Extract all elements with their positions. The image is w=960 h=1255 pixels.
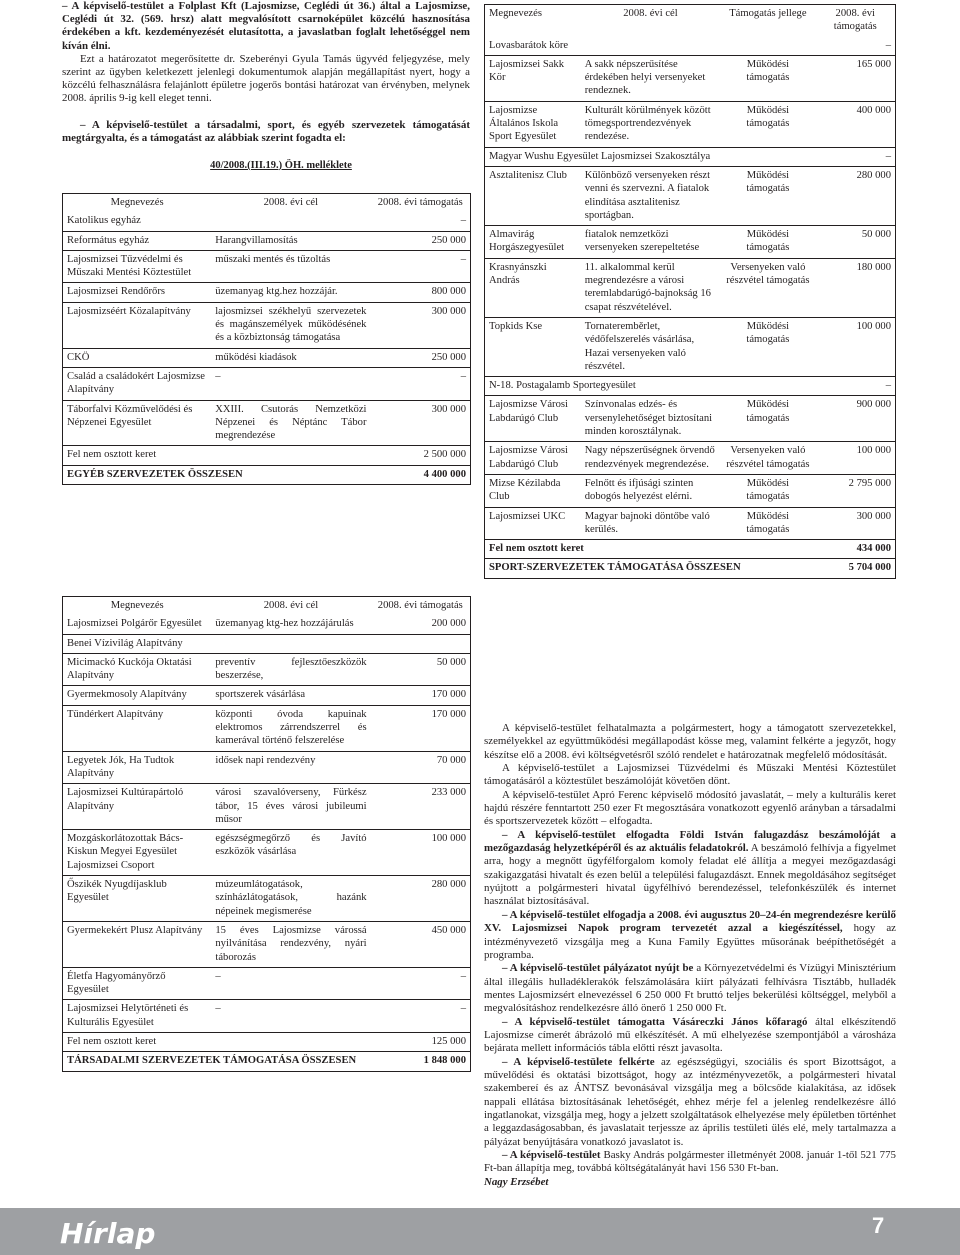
total-row <box>485 559 895 578</box>
annex-title: 40/2008.(III.19.) ÖH. melléklete <box>210 159 352 171</box>
org-name: Lajosmizsei Rendőrőrs <box>63 283 211 302</box>
other-organizations-table <box>62 193 471 485</box>
org-amount: – <box>370 212 470 231</box>
unallocated-label: Fel nem osztott keret <box>485 540 816 559</box>
table-row <box>485 317 895 376</box>
org-goal <box>211 446 370 465</box>
org-amount: 250 000 <box>370 348 470 367</box>
org-goal: – <box>211 967 370 1000</box>
resolution-6-body: a Környezetvédelmi és Vízügyi Minisztérium által illegális hulladéklerakók felszámolására kiírt pályázati felhívásra Tisztább, hulladék mentes Lajosmizsért elnevezéssel 6 250 000 Ft bruttó teljes bekerülési költséggel, melyből a megvalósításhoz rendelkezésre álló önerő 1 250 000 Ft. <box>484 962 896 1015</box>
org-name: Református egyház <box>63 231 211 250</box>
org-amount: 280 000 <box>816 166 895 225</box>
org-name: Asztalitenisz Club <box>485 166 581 225</box>
resolution-paragraph-2: A képviselő-testület a Lajosmizsei Tűzvédelmi és Műszaki Mentési Köztestület támogatásáról a köztestület beszámolóját követően dönt. <box>484 762 896 788</box>
org-name: Fel nem osztott keret <box>63 1033 211 1052</box>
unallocated-value: 434 000 <box>816 540 895 559</box>
total-row <box>63 465 470 484</box>
group-row <box>485 147 895 166</box>
org-name: Lajosmizsei Helytörténeti és Kulturális Egyesület <box>63 1000 211 1033</box>
org-goal: műszaki mentés és tűzoltás <box>211 250 370 283</box>
support-kind: Működési támogatás <box>720 396 815 442</box>
org-name: Lajosmizsei UKC <box>485 507 581 540</box>
org-name: Micimackó Kuckója Oktatási Alapítvány <box>63 653 211 686</box>
table-row <box>63 302 470 348</box>
support-kind: Működési támogatás <box>720 226 815 259</box>
resolution-4-body: A beszámoló felhívja a figyelmet arra, hogy a megnőtt ügyfélforgalom komoly feladat elé állítja a megyei mezőgazdasági szakigazgatási hivatalt és ezen belül a települési falugazdászt. Ennek megoldásához segítséget nyújtott a polgármesteri hivatal ügyfélhívó berendezéssel, telefonkészülék és internet használat biztosításával. <box>484 842 896 908</box>
org-goal: központi óvoda kapuinak elektromos zárrendszerrel és kamerával történő felszerelése <box>211 705 370 751</box>
t2-header-amount: 2008. évi támogatás <box>377 600 463 611</box>
org-goal: – <box>211 1000 370 1033</box>
org-goal: üzemanyag ktg.hez hozzájár. <box>211 283 370 302</box>
resolution-4-lead: – A képviselő-testület elfogadta Földi István falugazdász beszámolóját a mezőgazdaság helyzetképéről és az aktuális feladatokról. <box>484 828 896 855</box>
org-goal: A sakk népszerűsítése érdekében helyi versenyeket rendeznek. <box>581 55 720 101</box>
org-amount: 300 000 <box>816 507 895 540</box>
org-name: Legyetek Jók, Ha Tudtok Alapítvány <box>63 751 211 784</box>
org-amount: 900 000 <box>816 396 895 442</box>
support-kind: Működési támogatás <box>720 166 815 225</box>
org-name: Család a családokért Lajosmizse Alapítvány <box>63 367 211 400</box>
resolution-9-body: Basky András polgármester illetményét 2008. január 1-től 521 775 Ft-ban állapítja meg, továbbá költségátalányát havi 156 530 Ft-ban. <box>484 1149 896 1175</box>
resolution-6-lead: – A képviselő-testület pályázatot nyújt be <box>502 962 694 975</box>
org-name: Benei Vízivilág Alapítvány <box>63 634 211 653</box>
table-row <box>63 784 470 830</box>
org-amount: 100 000 <box>816 317 895 376</box>
org-goal: Felnőtt és ifjúsági szinten dobogós helyezést elérni. <box>581 474 720 507</box>
t3-header-kind: Támogatás jellege <box>729 8 807 19</box>
org-amount: – <box>371 1000 470 1033</box>
table-row <box>485 507 895 540</box>
org-goal: XXIII. Csutorás Nemzetközi Népzenei és Néptánc Tábor megrendezése <box>211 400 370 446</box>
table-row <box>485 474 895 507</box>
signature: Nagy Erzsébet <box>484 1175 549 1188</box>
org-amount: 400 000 <box>816 101 895 147</box>
org-name: Lajosmizse Általános Iskola Sport Egyesület <box>485 101 581 147</box>
support-kind: Működési támogatás <box>720 101 815 147</box>
total-label: SPORT-SZERVEZETEK TÁMOGATÁSA ÖSSZESEN <box>489 562 741 574</box>
resolution-paragraph-7 <box>484 1016 896 1056</box>
resolution-paragraph-3: A képviselő-testület Apró Ferenc képviselő módosító javaslatát, – mely a kulturális keret hajdú részére fenntartott 250 ezer Ft megosztására vonatkozott egyenlő arányban a társadalmi és sportszervezetek között – elfogadta. <box>484 788 896 828</box>
table-row <box>63 212 470 231</box>
intro-paragraph-1: – A képviselő-testület a Folplast Kft (Lajosmizse, Ceglédi út 36.) által a Lajosmizse, Ceglédi út 32. (569. hrsz) alatt megvalósított csarnoképület közcélú hasznosítása érdekében a kft. kezdeményezését elutasította, a javaslatban foglalt lehetőséggel nem kíván élni. <box>62 0 470 52</box>
org-goal <box>211 212 370 231</box>
org-name: CKÖ <box>63 348 211 367</box>
org-name: Őszikék Nyugdíjasklub Egyesület <box>63 876 211 922</box>
total-value: 4 400 000 <box>423 468 466 480</box>
org-goal: sportszerek vásárlása <box>211 686 370 705</box>
org-name: Gyermekekért Plusz Alapítvány <box>63 921 211 967</box>
org-goal: működési kiadások <box>211 348 370 367</box>
org-amount: 165 000 <box>816 55 895 101</box>
org-goal: 11. alkalommal kerül megrendezésre a városi teremlabdarúgó-bajnokság 16 csapat részvételével. <box>581 258 720 317</box>
org-amount: 280 000 <box>371 876 470 922</box>
table-row <box>63 967 470 1000</box>
left-column <box>62 0 470 1067</box>
t1-header-name: Megnevezés <box>110 197 164 208</box>
org-name: Tündérkert Alapítvány <box>63 705 211 751</box>
resolution-9-lead: – A képviselő-testület <box>502 1149 601 1161</box>
table-row <box>63 686 470 705</box>
org-goal: Tornateremběrlet, védőfelszerelés vásárlása, Hazai versenyeken való részvétel. <box>581 317 720 376</box>
org-name: Topkids Kse <box>485 317 581 376</box>
org-amount: – <box>816 37 895 56</box>
org-goal: lajosmizsei székhelyű szervezetek és magánszemélyek működésének és a közbiztonság támogatása <box>211 302 370 348</box>
t3-header-name: Megnevezés <box>489 8 542 19</box>
org-amount: 300 000 <box>370 400 470 446</box>
org-amount: 800 000 <box>370 283 470 302</box>
t2-header-goal: 2008. évi cél <box>263 600 319 611</box>
page-number: 7 <box>872 1213 885 1238</box>
table-row <box>63 1000 470 1033</box>
org-amount: 50 000 <box>816 226 895 259</box>
table-row <box>63 283 470 302</box>
resolution-5-lead: – A képviselő-testület elfogadja a 2008. évi augusztus 20–24-én megrendezésre kerülő XV. Lajosmizsei Napok program tervezetét azzal a kiegészítéssel, <box>484 908 896 935</box>
table-row <box>63 615 470 634</box>
org-goal: városi szavalóverseny, Fürkész tábor, 15 éves városi jubileumi műsor <box>211 784 370 830</box>
org-goal: idősek napi rendezvény <box>211 751 370 784</box>
group-row <box>485 377 895 396</box>
org-goal: – <box>211 367 370 400</box>
org-amount: – <box>371 967 470 1000</box>
org-amount: 450 000 <box>371 921 470 967</box>
org-name: Krasnyánszki András <box>485 258 581 317</box>
org-name: Lajosmizséért Közalapítvány <box>63 302 211 348</box>
table-row <box>63 1033 470 1052</box>
org-goal: fiatalok nemzetközi versenyeken szerepeltetése <box>581 226 720 259</box>
table-row <box>485 226 895 259</box>
org-amount: – <box>370 250 470 283</box>
org-amount: 180 000 <box>816 258 895 317</box>
resolution-paragraph-5 <box>484 909 896 962</box>
table-row <box>63 367 470 400</box>
hirlap-logo <box>56 1214 176 1250</box>
table-row <box>63 634 470 653</box>
intro-section <box>62 0 470 106</box>
org-amount: 170 000 <box>371 686 470 705</box>
resolution-7-lead: – A képviselő-testület támogatta Vásáreczki János kőfaragó <box>502 1015 808 1028</box>
table-row <box>485 396 895 442</box>
org-name: Lajosmizsei Polgárőr Egyesület <box>63 615 211 634</box>
org-goal: Színvonalas edzés- és versenylehetőséget biztosítani minden korosztálynak. <box>581 396 720 442</box>
total-value: 5 704 000 <box>848 562 891 574</box>
table-row <box>63 876 470 922</box>
org-goal: egészségmegőrző és Javító eszközök vásárlása <box>211 830 370 876</box>
resolution-5-body: hogy az intézményvezető vizsgálja meg a Kuna Family Együttes műsorának beépíthetőségét a programba. <box>484 922 896 961</box>
org-amount <box>371 634 470 653</box>
support-kind: Működési támogatás <box>720 317 815 376</box>
table-row <box>485 442 895 475</box>
sport-organizations-table <box>484 4 896 579</box>
support-kind: Működési támogatás <box>720 474 815 507</box>
org-goal <box>211 634 370 653</box>
resolution-paragraph-1: A képviselő-testület felhatalmazta a polgármestert, hogy a támogatott szervezetekkel, személyekkel az együttműködési megállapodást kösse meg, valamint felkérte a jegyzőt, hogy készítse elő a 2008. évi költségvetésről szóló rendelet e határozatnak megfelelő módosítását. <box>484 722 896 761</box>
org-name: Lovasbarátok köre <box>485 37 816 56</box>
org-name: Táborfalvi Közművelődési és Népzenei Egyesület <box>63 400 211 446</box>
table-row <box>63 751 470 784</box>
org-amount: – <box>816 147 895 166</box>
org-goal: preventív fejlesztőeszközök beszerzése, <box>211 653 370 686</box>
org-name: Lajosmizsei Tűzvédelmi és Műszaki Mentési Köztestület <box>63 250 211 283</box>
table-row <box>63 830 470 876</box>
org-amount: 170 000 <box>371 705 470 751</box>
org-name: Katolikus egyház <box>63 212 211 231</box>
org-goal: múzeumlátogatások, színházlátogatások, hazánk népeinek megismerése <box>211 876 370 922</box>
org-amount: 2 500 000 <box>370 446 470 465</box>
table-row <box>63 446 470 465</box>
unallocated-row <box>485 540 895 559</box>
org-amount: 2 795 000 <box>816 474 895 507</box>
org-amount: 200 000 <box>371 615 470 634</box>
org-amount: 233 000 <box>371 784 470 830</box>
org-name: Lajosmizsei Kultúrapártoló Alapítvány <box>63 784 211 830</box>
org-name: Lajosmizse Városi Labdarúgó Club <box>485 396 581 442</box>
support-kind: Működési támogatás <box>720 507 815 540</box>
org-amount: 70 000 <box>371 751 470 784</box>
t1-header-goal: 2008. évi cél <box>263 197 319 208</box>
total-value: 1 848 000 <box>423 1055 466 1067</box>
support-kind: Működési támogatás <box>720 55 815 101</box>
org-goal: Nagy népszerűségnek örvendő rendezvények megrendezése. <box>581 442 720 475</box>
table-row <box>63 705 470 751</box>
resolution-8-body: az egészségügyi, szociális és sport Bizottságot, a művelődési és oktatási bizottságot, hogy az intézményvezetők, a polgármesteri hivatal szakembereí és az ÁNTSZ bevonásával vizsgálja meg a bölcsőde kialakítása, az idősek nappali ellátása biztosításának lehetőségét, ehhez mérje fel a jelenleg rendelkezésre álló ingatlanokat, vizsgálja meg, hogy a jelzett szolgáltatások elhelyezése mely épületben történhet a leggazdaságosabban, és javaslatait terjessze az április testületi ülés elé, mely tartalmazza a pályázat benyújtására vonatkozó javaslatot is. <box>484 1055 896 1148</box>
org-name: Életfa Hagyományőrző Egyesület <box>63 967 211 1000</box>
org-name: Lajosmizse Városi Labdarúgó Club <box>485 442 581 475</box>
resolution-paragraph-4 <box>484 829 896 909</box>
org-name: Magyar Wushu Egyesület Lajosmizsei Szakosztálya <box>485 147 816 166</box>
table-row <box>63 653 470 686</box>
logo-text: Hírlap <box>60 1217 156 1250</box>
table-row <box>63 400 470 446</box>
t3-header-goal: 2008. évi cél <box>623 8 678 19</box>
total-row <box>63 1052 470 1071</box>
org-name: Mozgáskorlátozottak Bács-Kiskun Megyei Egyesület Lajosmizsei Csoport <box>63 830 211 876</box>
org-goal: Kulturált körülmények között tömegsportrendezvények rendezése. <box>581 101 720 147</box>
resolution-8-lead: – A képviselő-testülete felkérte <box>502 1055 655 1068</box>
table-row <box>63 231 470 250</box>
org-amount: 100 000 <box>371 830 470 876</box>
org-amount: 125 000 <box>371 1033 470 1052</box>
table-row <box>485 166 895 225</box>
table-row <box>63 921 470 967</box>
org-goal: Harangvillamosítás <box>211 231 370 250</box>
intro-paragraph-2: Ezt a határozatot megerősítette dr. Szeberényi Gyula Tamás ügyvéd feljegyzése, mely szerint az ügyben keletkezett jelenlegi dokumentumok alapján megállapítást nyert, hogy a közcélú felhasználásra felajánlott épületre jogerős bontási határozat van érvényben, melynek 2008. április 9-ig kell eleget tenni. <box>62 52 470 105</box>
resolution-paragraph-6 <box>484 962 896 1015</box>
t2-header-name: Megnevezés <box>110 600 164 611</box>
total-label: EGYÉB SZERVEZETEK ÖSSZESEN <box>67 468 243 480</box>
org-amount: 100 000 <box>816 442 895 475</box>
social-organizations-table <box>62 596 471 1072</box>
support-kind: Versenyeken való részvétel támogatás <box>720 258 815 317</box>
org-amount: – <box>816 377 895 396</box>
org-goal: üzemanyag ktg-hez hozzájárulás <box>211 615 370 634</box>
org-goal: Különböző versenyeken részt venni és szervezni. A fiatalok elindítása asztalitenisz sportágban. <box>581 166 720 225</box>
t1-header-amount: 2008. évi támogatás <box>377 197 463 208</box>
org-goal <box>211 1033 370 1052</box>
resolution-7-body: által elkészítendő Lajosmizse címerét ábrázoló mű elkészítését. A mű elhelyezése szempontjából a városháza bejárata mellett információs tábla előtti részt javasolta. <box>484 1015 896 1055</box>
resolution-paragraph-9 <box>484 1149 896 1176</box>
org-name: Mizse Kézilabda Club <box>485 474 581 507</box>
org-name: Almavirág Horgászegyesület <box>485 226 581 259</box>
table-row <box>485 101 895 147</box>
org-amount: 250 000 <box>370 231 470 250</box>
table-row <box>63 250 470 283</box>
org-name: N-18. Postagalamb Sportegyesület <box>485 377 816 396</box>
org-name: Fel nem osztott keret <box>63 446 211 465</box>
t3-header-amount: 2008. évi támogatás <box>833 8 877 33</box>
total-label: TÁRSADALMI SZERVEZETEK TÁMOGATÁSA ÖSSZESEN <box>67 1055 357 1067</box>
group-row <box>485 37 895 56</box>
org-goal: Magyar bajnoki döntőbe való kerülés. <box>581 507 720 540</box>
table-row <box>63 348 470 367</box>
org-amount: – <box>370 367 470 400</box>
org-goal: 15 éves Lajosmizse várossá nyilvánítása rendezvény, nyári táborozás <box>211 921 370 967</box>
resolutions-text <box>484 722 896 1189</box>
org-amount: 300 000 <box>370 302 470 348</box>
resolution-paragraph-8 <box>484 1056 896 1149</box>
org-amount: 50 000 <box>371 653 470 686</box>
table-row <box>485 55 895 101</box>
decision-statement: – A képviselő-testület a társadalmi, sport, és egyéb szervezetek támogatását megtárgyalta, és a támogatást az alábbiak szerint fogadta el: <box>62 118 470 145</box>
table-row <box>485 258 895 317</box>
org-name: Gyermekmosoly Alapítvány <box>63 686 211 705</box>
support-kind: Versenyeken való részvétel támogatás <box>720 442 815 475</box>
org-name: Lajosmizsei Sakk Kör <box>485 55 581 101</box>
